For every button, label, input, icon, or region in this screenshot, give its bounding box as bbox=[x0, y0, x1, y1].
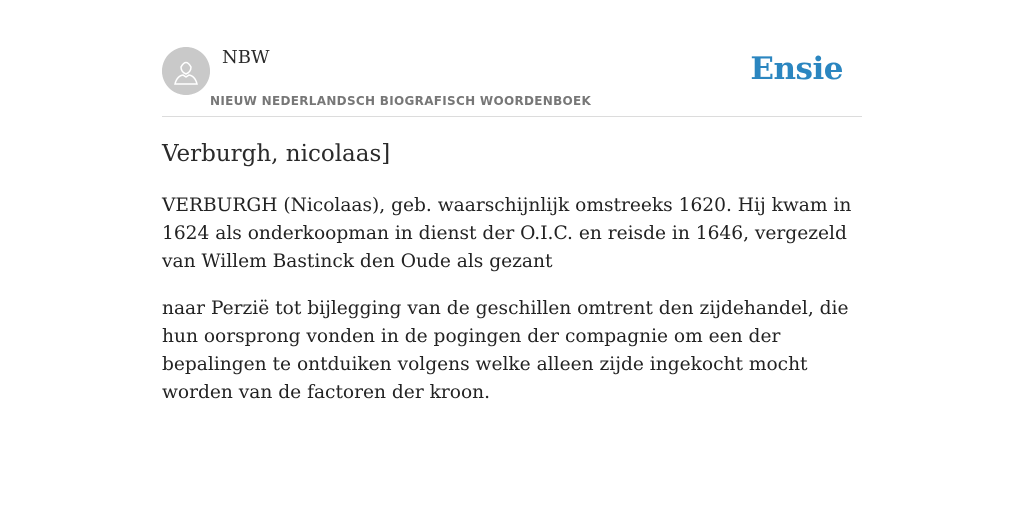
source-full-name[interactable]: NIEUW NEDERLANDSCH BIOGRAFISCH WOORDENBOEK bbox=[210, 94, 592, 108]
page-container bbox=[162, 0, 862, 512]
brand-logo[interactable]: Ensie bbox=[750, 51, 843, 87]
header bbox=[162, 0, 862, 117]
article-paragraph-2: naar Perzië tot bijlegging van de geschillen omtrent den zijdehandel, die hun oorsprong vonden in de pogingen der compagnie om een der bepalingen te ontduiken volgens welke alleen zijde ingekocht mocht worden van de factoren der kroon. bbox=[162, 298, 849, 403]
source-name[interactable]: NBW bbox=[222, 47, 270, 68]
article-title: Verburgh, nicolaas] bbox=[162, 141, 391, 167]
article-paragraph-1: VERBURGH (Nicolaas), geb. waarschijnlijk omstreeks 1620. Hij kwam in 1624 als onderkoopman in dienst der O.I.C. en reisde in 1646, vergezeld van Willem Bastinck den Oude als gezant bbox=[162, 195, 852, 272]
user-avatar-icon[interactable] bbox=[162, 47, 210, 95]
